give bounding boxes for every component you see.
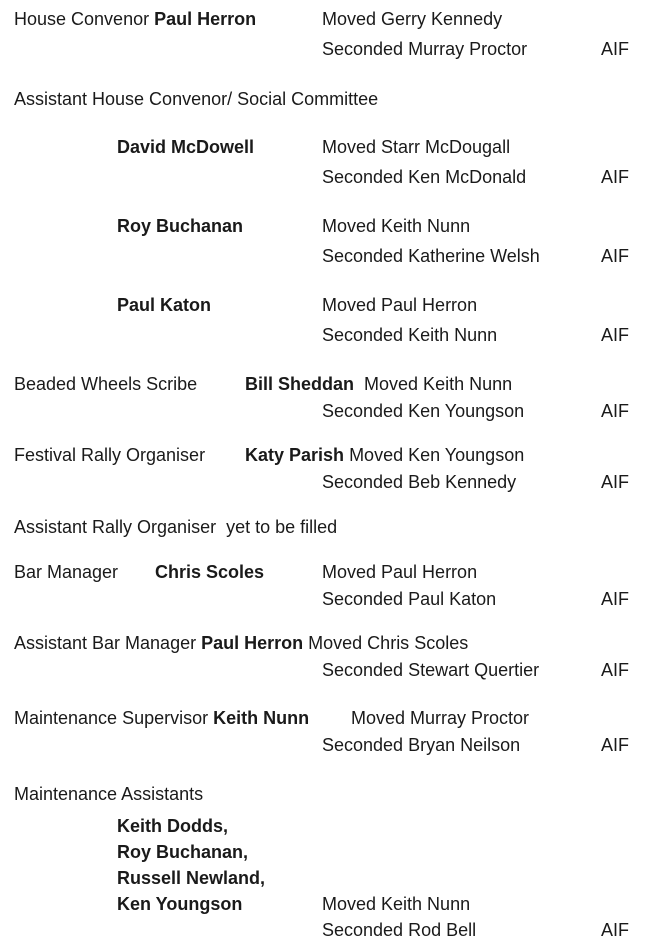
nominee-name: Paul Katon — [117, 295, 212, 315]
seconded-text: Seconded Rod Bell — [322, 920, 477, 940]
role-label: Maintenance Assistants — [14, 784, 204, 804]
seconded-text: Seconded Stewart Quertier — [322, 660, 540, 680]
moved-text: Moved Murray Proctor — [351, 708, 530, 728]
result-text: AIF — [601, 325, 630, 345]
seconded-text: Seconded Ken Youngson — [322, 401, 525, 421]
nominee-name: Keith Nunn — [213, 708, 310, 728]
house-convenor-line — [14, 8, 256, 30]
moved-text: Moved Chris Scoles — [308, 633, 469, 653]
beaded-wheels-line — [245, 373, 512, 395]
nominee-name: Paul Herron — [201, 633, 304, 653]
seconded-text: Seconded Katherine Welsh — [322, 246, 540, 266]
role-label: Festival Rally Organiser — [14, 445, 206, 465]
seconded-text: Seconded Keith Nunn — [322, 325, 498, 345]
festival-rally-line — [245, 444, 524, 466]
role-label: House Convenor — [14, 9, 150, 29]
nominee-name: Roy Buchanan — [117, 216, 244, 236]
role-label: Assistant Bar Manager — [14, 633, 197, 653]
result-text: AIF — [601, 589, 630, 609]
status-text: yet to be filled — [226, 517, 338, 537]
result-text: AIF — [601, 401, 630, 421]
role-label: Bar Manager — [14, 562, 119, 582]
nominee-name: Roy Buchanan, — [117, 842, 249, 862]
moved-text: Moved Paul Herron — [322, 562, 478, 582]
nominee-name: Bill Sheddan — [245, 374, 355, 394]
seconded-text: Seconded Ken McDonald — [322, 167, 527, 187]
seconded-text: Seconded Murray Proctor — [322, 39, 528, 59]
result-text: AIF — [601, 167, 630, 187]
seconded-text: Seconded Paul Katon — [322, 589, 497, 609]
result-text: AIF — [601, 472, 630, 492]
result-text: AIF — [601, 660, 630, 680]
nominee-name: Chris Scoles — [155, 562, 265, 582]
moved-text: Moved Keith Nunn — [364, 374, 513, 394]
result-text: AIF — [601, 39, 630, 59]
role-label: Maintenance Supervisor — [14, 708, 209, 728]
nominee-name: Ken Youngson — [117, 894, 243, 914]
assistant-bar-line — [14, 632, 468, 654]
moved-text: Moved Paul Herron — [322, 295, 478, 315]
moved-text: Moved Keith Nunn — [322, 216, 471, 236]
nominee-name: David McDowell — [117, 137, 255, 157]
result-text: AIF — [601, 735, 630, 755]
nominee-name: Russell Newland, — [117, 868, 266, 888]
seconded-text: Seconded Beb Kennedy — [322, 472, 517, 492]
moved-text: Moved Starr McDougall — [322, 137, 511, 157]
result-text: AIF — [601, 246, 630, 266]
moved-text: Moved Gerry Kennedy — [322, 9, 503, 29]
moved-text: Moved Ken Youngson — [349, 445, 525, 465]
role-label: Beaded Wheels Scribe — [14, 374, 198, 394]
role-label: Assistant House Convenor/ Social Committee — [14, 89, 379, 109]
result-text: AIF — [601, 920, 630, 940]
nominee-name: Keith Dodds, — [117, 816, 228, 836]
role-label: Assistant Rally Organiser — [14, 517, 217, 537]
maintenance-supervisor-line — [14, 707, 309, 729]
moved-text: Moved Keith Nunn — [322, 894, 471, 914]
assistant-rally-line — [14, 516, 337, 538]
seconded-text: Seconded Bryan Neilson — [322, 735, 521, 755]
nominee-name: Katy Parish — [245, 445, 345, 465]
nominee-name: Paul Herron — [154, 9, 257, 29]
